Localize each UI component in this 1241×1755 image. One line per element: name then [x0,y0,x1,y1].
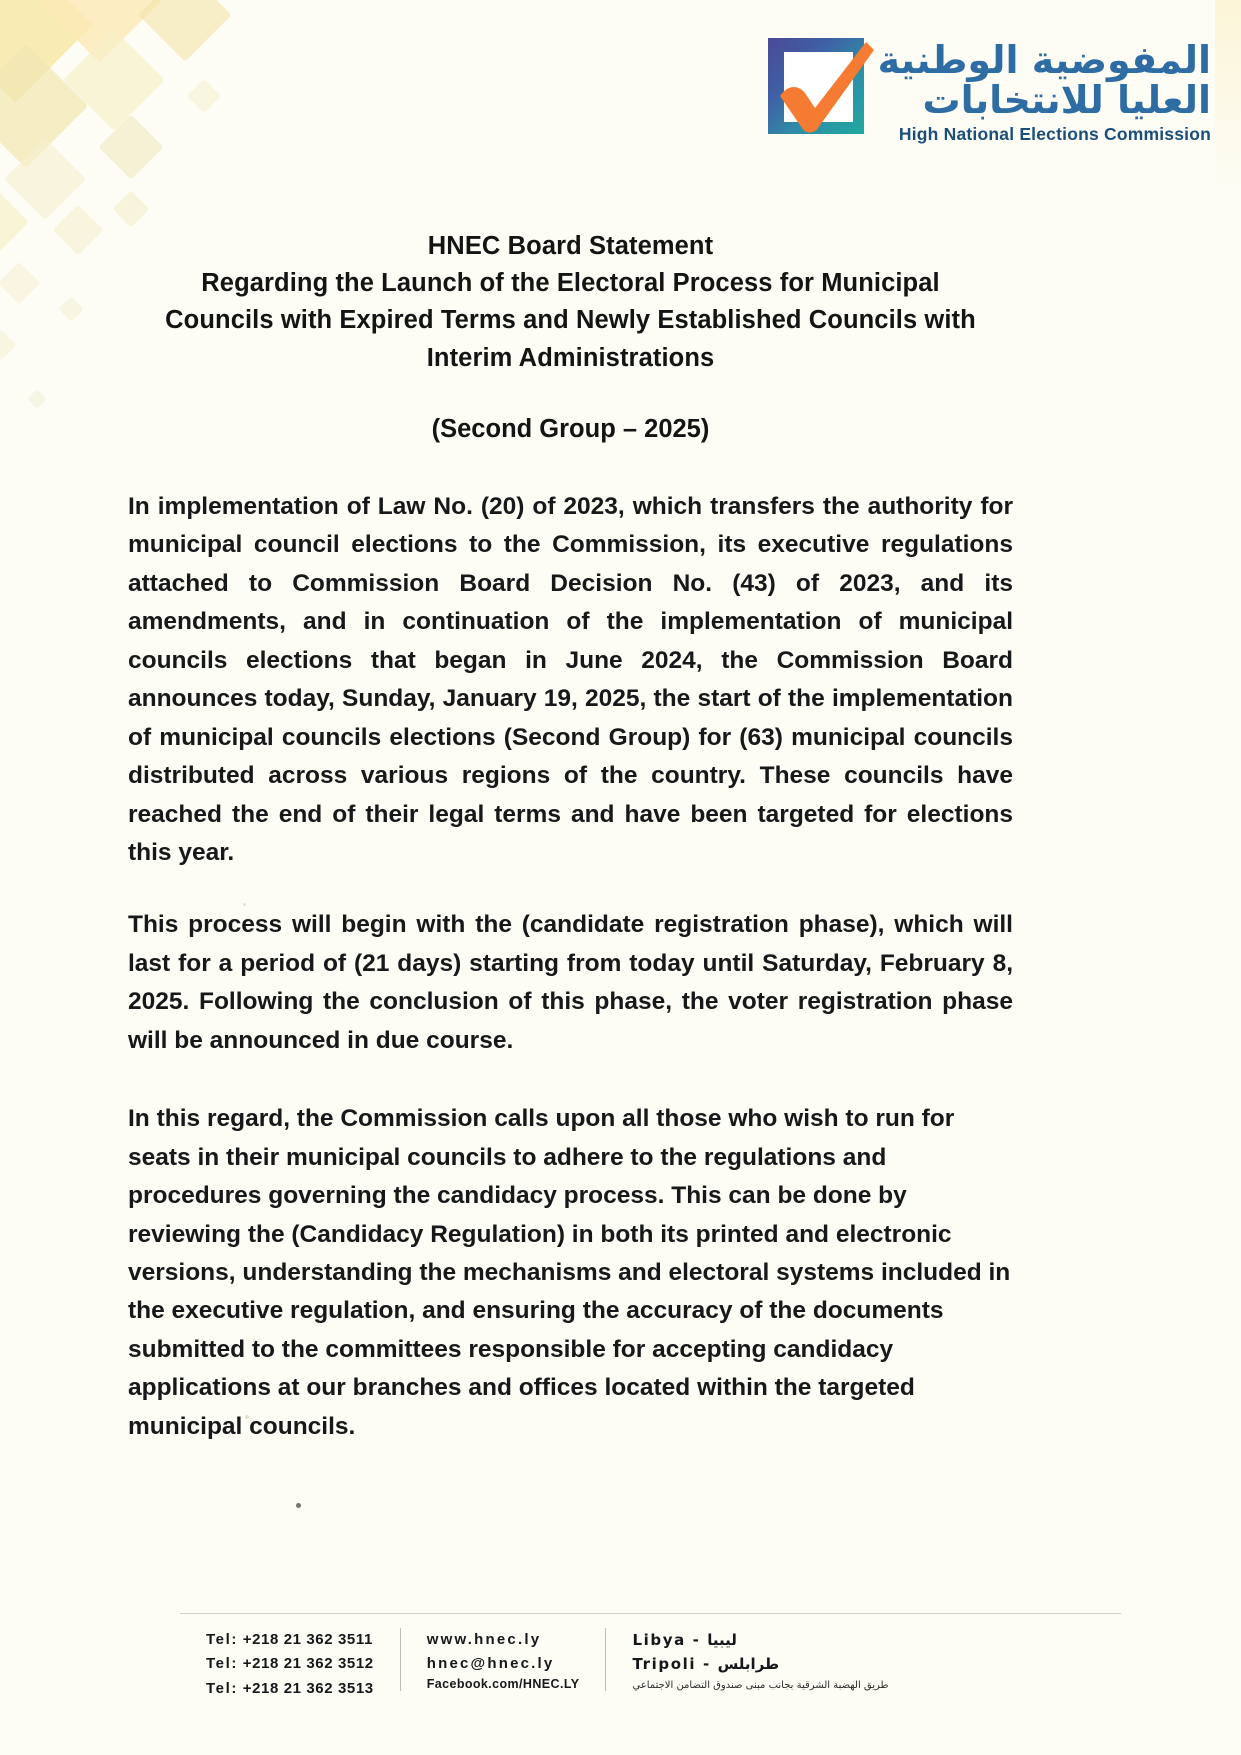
footer-city-ar: طرابلس [717,1655,780,1674]
footer [180,1628,1140,1701]
footer-dash-2: - [702,1655,718,1674]
footer-country [632,1628,888,1652]
checkmark-icon [774,40,878,134]
footer-city-en: Tripoli [632,1655,697,1674]
footer-tel-1 [206,1628,374,1652]
footer-tel-value-3: +218 21 362 3513 [242,1679,374,1697]
logo-english-name: High National Elections Commission [898,123,1211,144]
edge-decoration [1215,0,1241,200]
footer-facebook[interactable]: Facebook.com/HNEC.LY [426,1676,580,1691]
logo-arabic-line-2: العليا للانتخابات [922,78,1211,123]
body-paragraph-3: In this regard, the Commission calls upon all those who wish to run for seats in their municipal councils to adhere to the regulations and procedures governing the candidacy process. This can be done by reviewing the (Candidacy Regulation) in both its printed and electronic versions, understanding the mechanisms and electoral systems included in the executive regulation, and ensuring the accuracy of the documents submitted to the committees responsible for accepting candidacy applications at our branches and offices located within the targeted municipal councils. [128,1105,1011,1440]
footer-dash-1: - [692,1631,708,1649]
body-paragraph-2: This process will begin with the (candidate registration phase), which will last for a period of (21 days) starting from today until Saturday, February 8, 2025. Following the conclusion of this phase, the voter registration phase will be announced in due course. [128,911,1013,1054]
footer-country-ar: ليبيا [707,1631,737,1649]
title-line-2: Regarding the Launch of the Electoral Process for Municipal [201,269,940,298]
footer-tel-value-2: +218 21 362 3512 [242,1655,374,1673]
footer-website[interactable]: www.hnec.ly [426,1631,542,1648]
footer-tel-2 [206,1652,374,1676]
hnec-logo-icon [768,38,864,134]
footer-tel-value-1: +218 21 362 3511 [242,1631,373,1648]
footer-address-block [605,1628,914,1691]
footer-tel-3 [206,1677,374,1701]
footer-phone-block [180,1628,400,1701]
body-paragraph-1: In implementation of Law No. (20) of 2023, which transfers the authority for municipal council elections to the Commission, its executive regulations attached to Commission Board Decision No. (43) of 2023, and its amendments, and in continuation of the implementation of municipal councils elections that began in June 2024, the Commission Board announces today, Sunday, January 19, 2025, the start of the implementation of municipal councils elections (Second Group) for (63) municipal councils distributed across various regions of the country. These councils have reached the end of their legal terms and have been targeted for elections this year. [128,492,1013,866]
footer-country-en: Libya [632,1631,686,1649]
footer-web-block [400,1628,606,1691]
footer-email[interactable]: hnec@hnec.ly [426,1655,555,1673]
footer-tel-label-2: Tel: [206,1655,238,1673]
footer-tel-label-1: Tel: [206,1631,238,1648]
footer-city [632,1652,888,1676]
document-subtitle: (Second Group – 2025) [431,414,710,443]
logo-arabic-line-1: المفوضية الوطنية [877,38,1211,82]
title-line-4: Interim Administrations [426,343,715,372]
letterhead-header [768,38,1211,145]
document-body [128,228,1013,1471]
footer-divider [180,1613,1121,1614]
footer-address-arabic: طريق الهضبة الشرقية بجانب مبنى صندوق التضامن الاجتماعي [632,1679,889,1691]
footer-tel-label-3: Tel: [206,1679,238,1697]
page-title [128,228,1013,377]
title-line-3: Councils with Expired Terms and Newly Established Councils with [165,306,976,335]
title-line-1: HNEC Board Statement [427,232,714,260]
